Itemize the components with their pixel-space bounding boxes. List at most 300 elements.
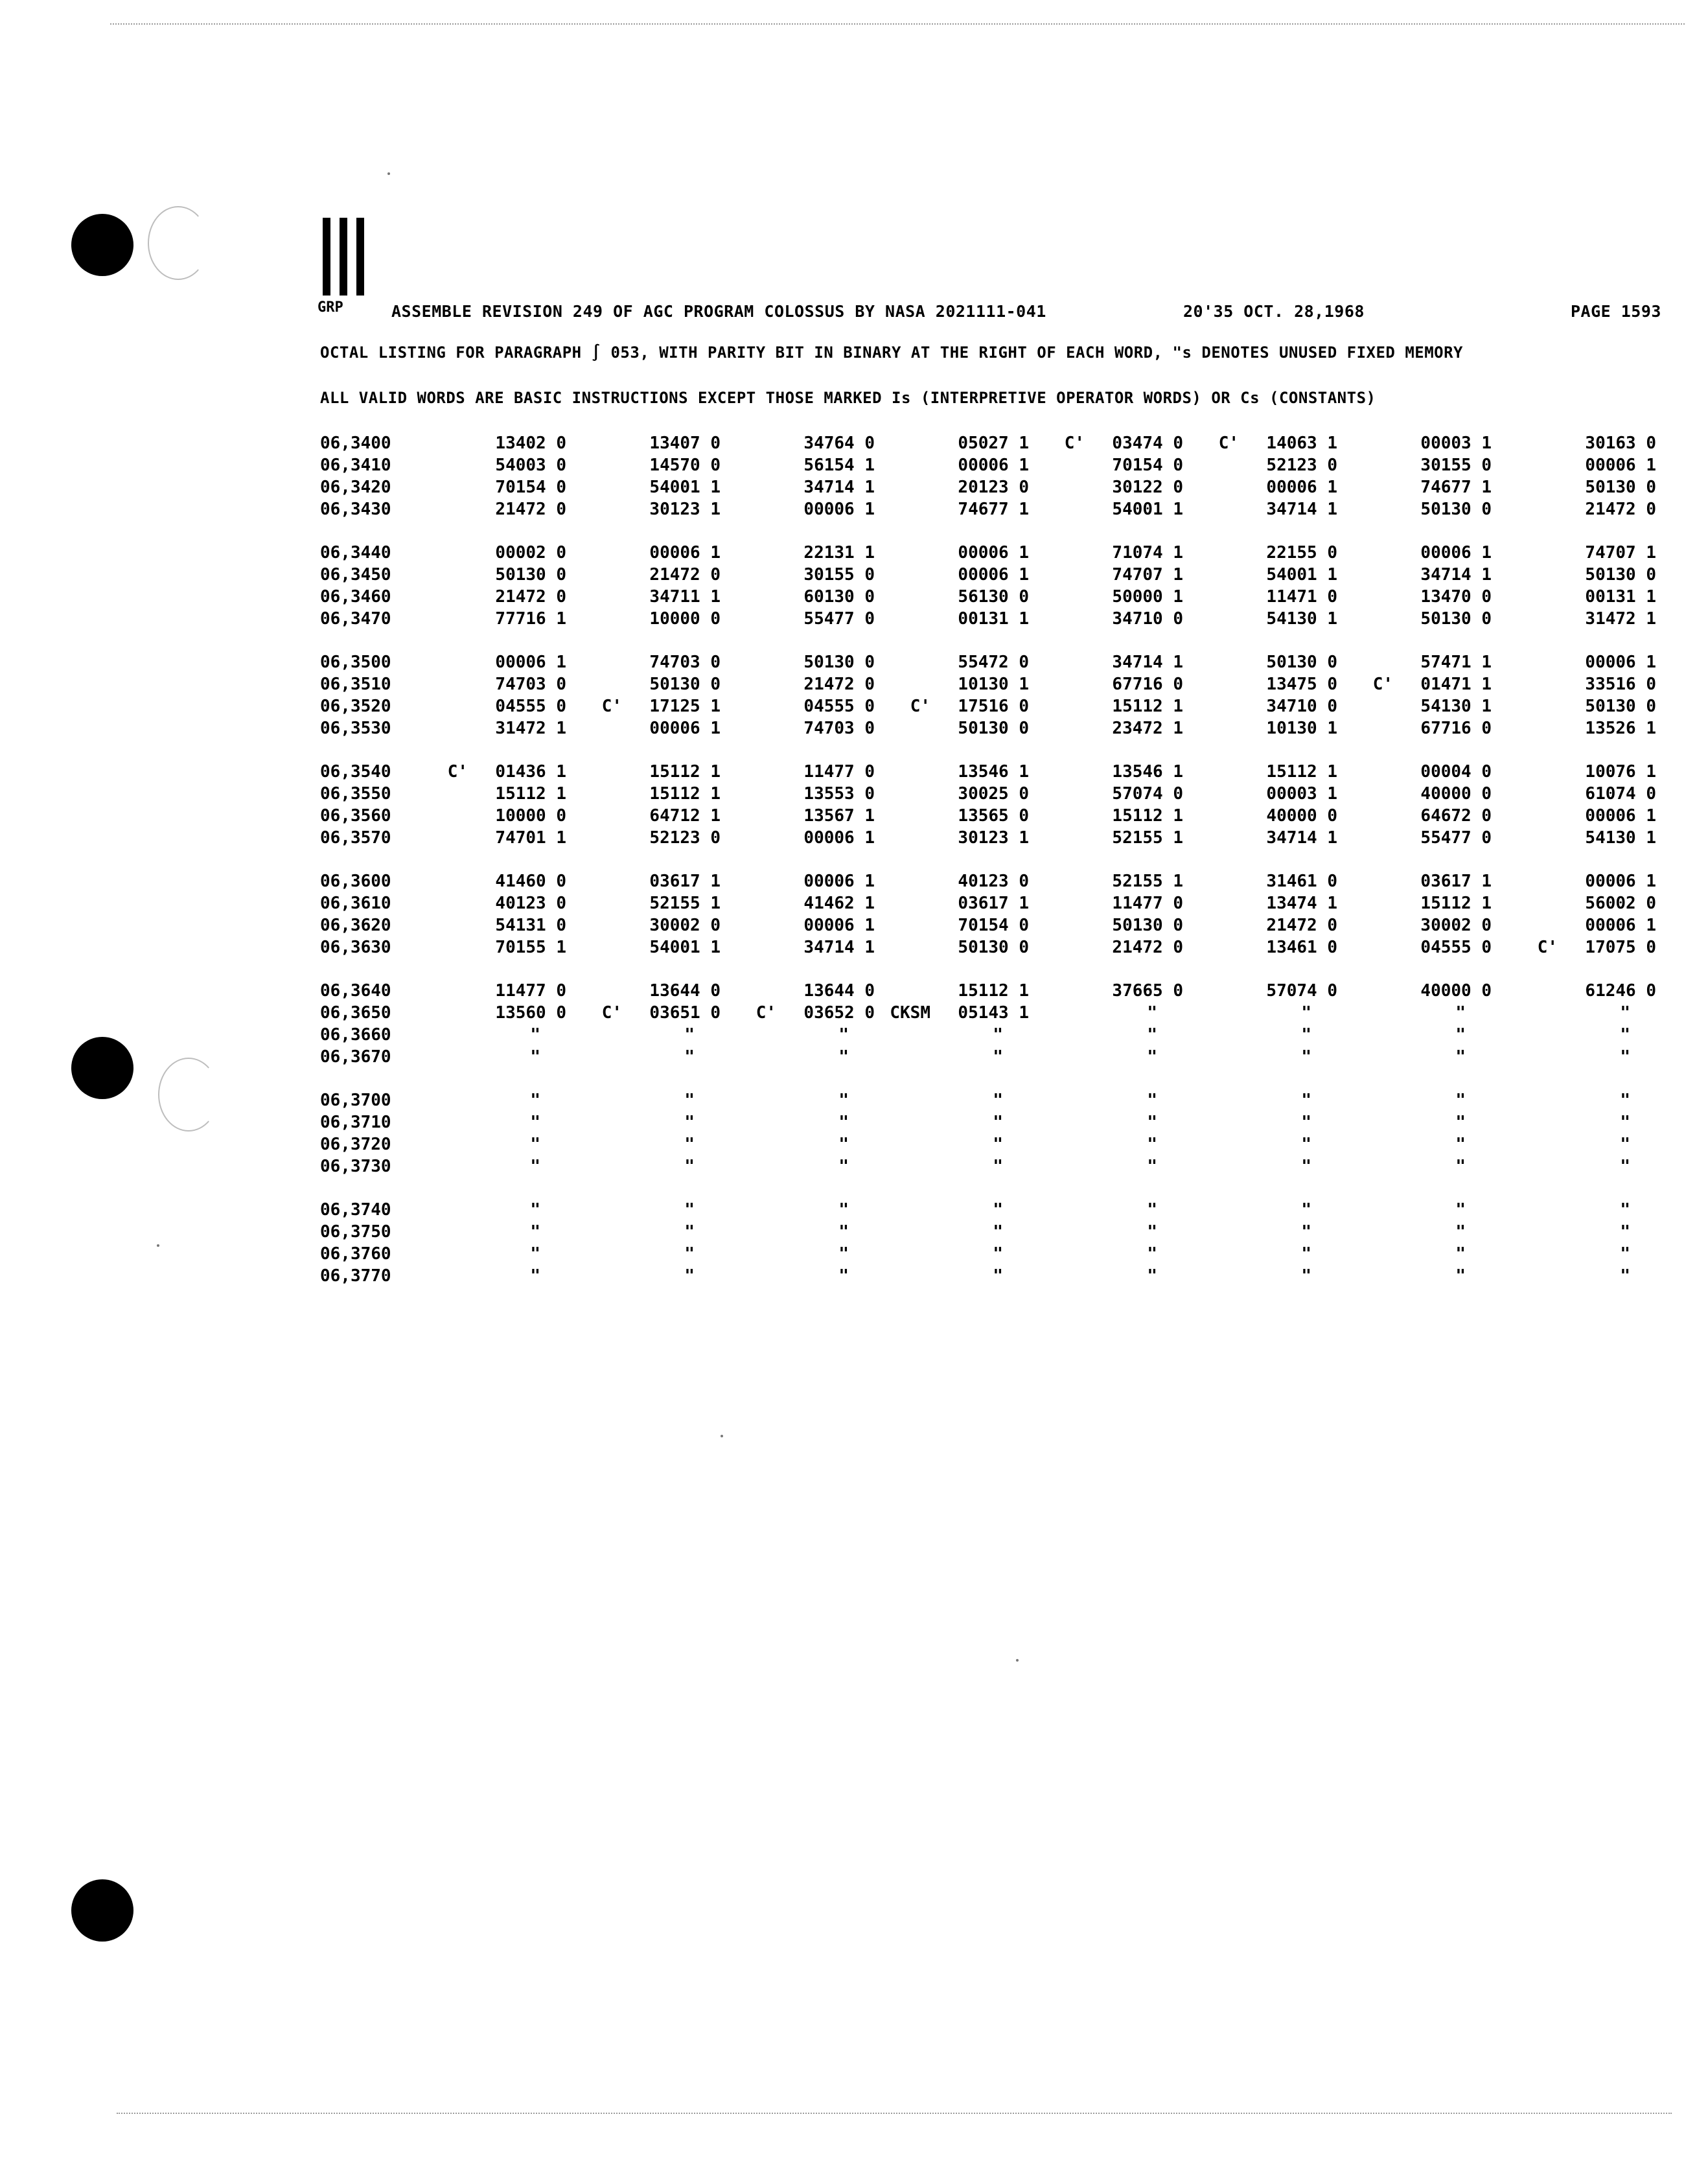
octal-word [1572,454,1656,476]
octal-word [791,1046,875,1068]
octal-word [482,1133,566,1155]
row-address: 06,3620 [320,916,391,935]
word-value: 00006 1 [803,916,875,935]
listing-row [317,1002,1663,1024]
listing-row [317,783,1663,805]
octal-word [1253,892,1337,914]
octal-word [791,1024,875,1046]
listing-row [317,980,1663,1002]
octal-word [1537,936,1656,958]
listing-row [317,827,1663,849]
word-value: " [993,1135,1003,1154]
octal-word [1253,1002,1337,1024]
word-value: 30002 0 [1420,916,1492,935]
listing-row [317,805,1663,827]
word-value: 00006 1 [958,456,1029,475]
word-value: 15112 1 [495,784,566,804]
octal-word [1253,980,1337,1002]
word-value: " [1455,1222,1466,1242]
word-value: 34711 1 [649,587,721,607]
word-type-marker: C' [1064,434,1085,453]
word-value: 13461 0 [1266,938,1337,957]
octal-word [482,1089,566,1111]
word-value: 21472 0 [803,675,875,694]
octal-word [1407,914,1492,936]
octal-word [945,914,1029,936]
octal-word [1099,783,1183,805]
octal-word [1099,1089,1183,1111]
word-value: " [684,1244,695,1264]
octal-word [482,1221,566,1243]
word-value: 52123 0 [649,828,721,848]
octal-word [1253,498,1337,520]
octal-word [791,651,875,673]
octal-word [945,651,1029,673]
octal-word [636,432,721,454]
listing-row [317,476,1663,498]
word-value: " [1620,1244,1630,1264]
octal-word [1407,980,1492,1002]
word-value: " [1301,1091,1311,1110]
word-value: 17125 1 [649,697,721,716]
grp-mark: GRP [317,299,343,316]
word-value: " [1147,1244,1157,1264]
octal-word [791,1243,875,1265]
row-address: 06,3570 [320,828,391,848]
octal-word [1099,586,1183,608]
octal-word [1572,717,1656,739]
octal-word [482,476,566,498]
octal-word [1407,498,1492,520]
word-value: 21472 0 [1266,916,1337,935]
listing-row [317,1111,1663,1133]
word-value: 17516 0 [958,697,1029,716]
octal-word [636,542,721,564]
word-value: 54130 1 [1585,828,1656,848]
octal-word [1253,454,1337,476]
word-value: 70154 0 [958,916,1029,935]
octal-word [1572,1155,1656,1178]
word-value: " [993,1244,1003,1264]
listing-row [317,1199,1663,1221]
word-value: 34764 0 [803,434,875,453]
word-value: 13567 1 [803,806,875,826]
word-value: 61246 0 [1585,981,1656,1001]
word-value: " [838,1025,849,1045]
octal-word [756,1002,875,1024]
octal-word [1099,936,1183,958]
octal-word [791,717,875,739]
listing-row [317,695,1663,717]
word-value: " [993,1047,1003,1067]
octal-word [1064,432,1183,454]
row-address: 06,3560 [320,806,391,826]
octal-word [945,1133,1029,1155]
row-address: 06,3450 [320,565,391,585]
octal-word [1253,651,1337,673]
word-value: " [1147,1047,1157,1067]
word-type-marker: CKSM [890,1003,930,1023]
octal-word [1099,498,1183,520]
word-value: 50130 0 [1420,609,1492,629]
word-value: 11477 0 [803,762,875,782]
octal-word [791,498,875,520]
word-value: " [993,1025,1003,1045]
word-value: " [1620,1091,1630,1110]
listing-row [317,454,1663,476]
octal-word [636,717,721,739]
octal-word [1572,476,1656,498]
octal-word [1099,980,1183,1002]
octal-word [1253,1111,1337,1133]
octal-word [1099,1265,1183,1287]
word-value: 40000 0 [1420,981,1492,1001]
word-value: 50130 0 [958,719,1029,738]
word-value: 31472 1 [495,719,566,738]
listing-row [317,892,1663,914]
octal-word [1572,586,1656,608]
octal-word [636,980,721,1002]
word-value: " [684,1222,695,1242]
octal-word [1253,1243,1337,1265]
word-value: 34714 1 [1266,828,1337,848]
octal-word [791,805,875,827]
word-value: 00003 1 [1266,784,1337,804]
word-value: 23472 1 [1112,719,1183,738]
word-value: " [993,1113,1003,1132]
word-value: 70154 0 [495,478,566,497]
word-value: " [1147,1135,1157,1154]
word-type-marker: C' [601,1003,622,1023]
octal-word [482,980,566,1002]
word-value: 34714 1 [803,938,875,957]
octal-word [1253,564,1337,586]
word-value: " [1455,1091,1466,1110]
word-value: " [1455,1135,1466,1154]
octal-word [1099,761,1183,783]
word-value: 54001 1 [1112,500,1183,519]
word-value: " [838,1222,849,1242]
octal-word [636,586,721,608]
octal-word [1099,1243,1183,1265]
word-value: " [1455,1200,1466,1220]
word-value: " [993,1266,1003,1286]
row-address: 06,3500 [320,653,391,672]
word-value: 61074 0 [1585,784,1656,804]
octal-word [1099,542,1183,564]
octal-word [791,827,875,849]
row-address: 06,3470 [320,609,391,629]
word-value: " [1620,1113,1630,1132]
octal-word [1407,1046,1492,1068]
octal-word [791,914,875,936]
octal-word [1572,1046,1656,1068]
word-value: " [1620,1025,1630,1045]
word-value: " [530,1135,540,1154]
word-value: 10000 0 [649,609,721,629]
word-value: 15112 1 [958,981,1029,1001]
octal-word [1253,1024,1337,1046]
word-type-marker: C' [1372,675,1393,694]
octal-word [1407,1199,1492,1221]
octal-word [945,936,1029,958]
listing-row [317,1243,1663,1265]
listing-row [317,1024,1663,1046]
word-value: 30155 0 [803,565,875,585]
word-value: " [1147,1200,1157,1220]
word-value: 00006 1 [803,872,875,891]
octal-word [945,805,1029,827]
word-value: " [684,1025,695,1045]
word-value: " [1455,1244,1466,1264]
octal-word [945,1155,1029,1178]
octal-word [1572,1265,1656,1287]
octal-word [945,454,1029,476]
word-value: " [684,1047,695,1067]
word-value: " [530,1091,540,1110]
octal-word [482,1111,566,1133]
word-value: 54001 1 [649,478,721,497]
octal-word [1099,805,1183,827]
octal-word [791,1221,875,1243]
octal-word [1253,1199,1337,1221]
listing-row [317,761,1663,783]
octal-word [791,454,875,476]
word-value: 70155 1 [495,938,566,957]
word-value: 00006 1 [1585,806,1656,826]
word-value: 54130 1 [1420,697,1492,716]
listing-row [317,914,1663,936]
word-value: 50130 0 [1112,916,1183,935]
row-address: 06,3520 [320,697,391,716]
octal-word [482,1265,566,1287]
octal-word [1099,608,1183,630]
grp-separator-bars [323,218,364,296]
octal-word [945,432,1029,454]
word-value: 13470 0 [1420,587,1492,607]
octal-word [791,673,875,695]
word-value: 56154 1 [803,456,875,475]
word-value: 15112 1 [1420,894,1492,913]
punch-hole-ghost-middle [158,1058,219,1131]
listing-subtitle: OCTAL LISTING FOR PARAGRAPH ∫ 053, WITH PARITY BIT IN BINARY AT THE RIGHT OF EACH WORD, "s DENOTES UNUSED FIXED MEMORY [320,343,1464,362]
octal-word [1407,870,1492,892]
octal-word [1572,805,1656,827]
octal-word [1572,542,1656,564]
word-value: 05027 1 [958,434,1029,453]
octal-word [1572,564,1656,586]
octal-word [1407,1024,1492,1046]
word-value: " [838,1200,849,1220]
word-value: 00131 1 [1585,587,1656,607]
octal-word [945,542,1029,564]
octal-word [482,783,566,805]
word-value: " [1620,1003,1630,1023]
listing-row [317,673,1663,695]
octal-word [1099,892,1183,914]
octal-word [601,1002,721,1024]
octal-word [636,783,721,805]
octal-word [1253,586,1337,608]
octal-word [945,608,1029,630]
word-value: 50130 0 [1585,478,1656,497]
word-value: 37665 0 [1112,981,1183,1001]
octal-word [1572,1089,1656,1111]
word-value: 21472 0 [1112,938,1183,957]
row-address: 06,3660 [320,1025,391,1045]
octal-word [1099,695,1183,717]
scan-edge-bottom [117,2113,1672,2114]
word-value: " [1301,1113,1311,1132]
octal-word [1099,1199,1183,1221]
word-value: 50130 0 [1585,697,1656,716]
word-value: " [1620,1157,1630,1176]
word-value: 03617 1 [1420,872,1492,891]
word-value: 34714 1 [1112,653,1183,672]
word-type-marker: C' [447,762,468,782]
word-value: 74677 1 [1420,478,1492,497]
octal-word [1099,870,1183,892]
word-value: " [993,1157,1003,1176]
word-value: 40123 0 [958,872,1029,891]
octal-word [482,564,566,586]
word-value: 11471 0 [1266,587,1337,607]
octal-word [482,695,566,717]
octal-word [1099,673,1183,695]
word-value: 50130 0 [1266,653,1337,672]
octal-word [1099,1155,1183,1178]
octal-word [791,1133,875,1155]
octal-word [1572,1111,1656,1133]
punch-hole-middle [71,1037,133,1099]
word-value: 56002 0 [1585,894,1656,913]
listing-row [317,608,1663,630]
word-value: 74703 0 [803,719,875,738]
word-value: 15112 1 [649,784,721,804]
octal-word [636,892,721,914]
word-value: 00002 0 [495,543,566,563]
word-value: 40123 0 [495,894,566,913]
octal-word [482,454,566,476]
octal-word [1407,542,1492,564]
word-value: 22131 1 [803,543,875,563]
word-value: 00006 1 [1585,653,1656,672]
octal-word [791,1265,875,1287]
octal-word [636,1243,721,1265]
octal-word [636,1046,721,1068]
octal-word [1407,805,1492,827]
word-value: " [838,1091,849,1110]
octal-word [1099,476,1183,498]
word-value: 55477 0 [803,609,875,629]
octal-word [945,892,1029,914]
word-value: " [1455,1113,1466,1132]
word-value: " [1147,1091,1157,1110]
word-value: 56130 0 [958,587,1029,607]
word-value: 10130 1 [1266,719,1337,738]
octal-word [636,476,721,498]
word-value: " [1147,1025,1157,1045]
word-value: 30155 0 [1420,456,1492,475]
word-value: 15112 1 [649,762,721,782]
octal-word [945,1111,1029,1133]
word-value: " [1620,1222,1630,1242]
octal-word [482,673,566,695]
listing-row [317,1046,1663,1068]
row-address: 06,3700 [320,1091,391,1110]
word-value: 01436 1 [495,762,566,782]
word-value: 13474 1 [1266,894,1337,913]
row-address: 06,3630 [320,938,391,957]
octal-word [1099,1046,1183,1068]
octal-word [791,586,875,608]
word-value: 50130 0 [803,653,875,672]
octal-word [636,1221,721,1243]
word-value: 50130 0 [958,938,1029,957]
octal-word [1253,717,1337,739]
page-number: PAGE 1593 [1571,302,1661,321]
word-value: 22155 0 [1266,543,1337,563]
word-value: 34714 1 [1420,565,1492,585]
word-value: 00006 1 [495,653,566,672]
row-address: 06,3710 [320,1113,391,1132]
word-value: 30002 0 [649,916,721,935]
octal-word [945,1221,1029,1243]
word-value: 57471 1 [1420,653,1492,672]
punch-hole-top [71,214,133,276]
word-value: 31461 0 [1266,872,1337,891]
word-value: " [838,1266,849,1286]
word-value: 10130 1 [958,675,1029,694]
word-value: " [530,1244,540,1264]
octal-word [1253,936,1337,958]
word-value: " [1147,1266,1157,1286]
word-value: 57074 0 [1266,981,1337,1001]
word-value: 30122 0 [1112,478,1183,497]
octal-word [945,564,1029,586]
word-value: 11477 0 [495,981,566,1001]
word-value: 15112 1 [1112,806,1183,826]
octal-word [791,1089,875,1111]
row-address: 06,3670 [320,1047,391,1067]
octal-word [945,1024,1029,1046]
octal-word [945,1265,1029,1287]
octal-word [1099,1002,1183,1024]
word-value: 55472 0 [958,653,1029,672]
octal-word [1572,432,1656,454]
octal-word [482,432,566,454]
word-value: 74677 1 [958,500,1029,519]
octal-word [1572,1221,1656,1243]
scan-speck [721,1435,723,1437]
octal-word [791,870,875,892]
scan-speck [387,172,390,175]
octal-word [945,1199,1029,1221]
word-type-marker: C' [601,697,622,716]
word-value: 52123 0 [1266,456,1337,475]
word-value: " [1301,1135,1311,1154]
octal-word [482,1243,566,1265]
octal-word [1372,673,1492,695]
word-value: 14570 0 [649,456,721,475]
octal-word [636,1265,721,1287]
punch-hole-ghost-top [148,206,209,280]
octal-word [1407,476,1492,498]
octal-word [791,542,875,564]
octal-word [1099,717,1183,739]
octal-word [1407,695,1492,717]
octal-word [1099,1024,1183,1046]
